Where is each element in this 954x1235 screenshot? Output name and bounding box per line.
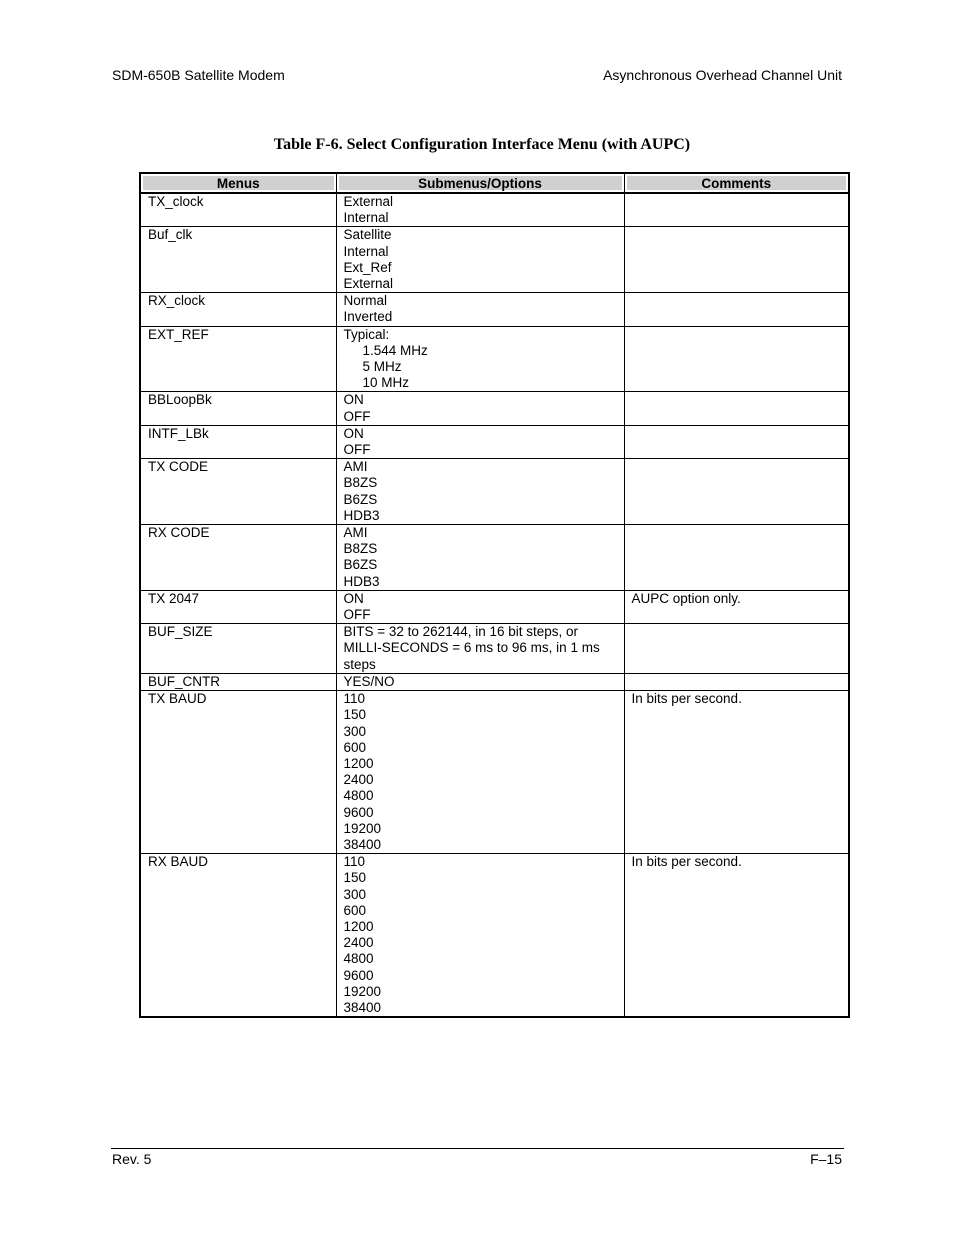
menu-cell: TX CODE: [140, 459, 336, 525]
option-item: Inverted: [343, 309, 393, 325]
option-item: YES/NO: [343, 673, 395, 689]
option-item: Satellite: [343, 227, 392, 243]
option-item: 1200: [343, 755, 374, 771]
options-cell: [336, 673, 624, 690]
options-cell: [336, 326, 624, 392]
option-item: AMI: [343, 525, 368, 541]
column-header-submenus: Submenus/Options: [336, 173, 624, 193]
footer-divider: [111, 1148, 844, 1149]
menu-cell: RX_clock: [140, 293, 336, 326]
comment-cell: AUPC option only.: [624, 590, 849, 623]
option-item: Internal: [343, 243, 389, 259]
options-cell: [336, 425, 624, 458]
option-item: BITS = 32 to 262144, in 16 bit steps, or MILLI-SECONDS = 6 ms to 96 ms, in 1 ms steps: [343, 624, 600, 672]
footer-revision: Rev. 5: [112, 1151, 152, 1167]
option-item: 150: [343, 870, 367, 886]
option-item: HDB3: [343, 507, 380, 523]
option-item: External: [343, 194, 394, 209]
comment-cell: [624, 624, 849, 674]
option-item: 300: [343, 723, 367, 739]
option-item: B6ZS: [343, 491, 378, 507]
table-row: [140, 525, 849, 591]
table-row: [140, 193, 849, 227]
option-item: 2400: [343, 935, 374, 951]
comment-cell: [624, 293, 849, 326]
table-row: [140, 590, 849, 623]
options-cell: [336, 624, 624, 674]
option-item: 150: [343, 707, 367, 723]
comment-cell: [624, 227, 849, 293]
comment-cell: [624, 459, 849, 525]
table-title: Table F-6. Select Configuration Interface Menu (with AUPC): [273, 136, 691, 153]
table-row: [140, 326, 849, 392]
options-cell: [336, 392, 624, 425]
option-item: 2400: [343, 772, 374, 788]
comment-cell: [624, 193, 849, 227]
option-item: 9600: [343, 804, 374, 820]
option-item: 600: [343, 902, 367, 918]
option-item: B8ZS: [343, 541, 378, 557]
option-item: B8ZS: [343, 475, 378, 491]
option-item: Internal: [343, 210, 389, 226]
table-row: [140, 624, 849, 674]
menu-cell: BUF_SIZE: [140, 624, 336, 674]
options-cell: [336, 525, 624, 591]
menu-cell: RX BAUD: [140, 854, 336, 1018]
table-row: [140, 425, 849, 458]
option-item: OFF: [343, 442, 371, 458]
footer-page-number: F–15: [810, 1151, 842, 1167]
option-item: 1200: [343, 918, 374, 934]
column-header-menus: Menus: [140, 173, 336, 193]
comment-cell: [624, 673, 849, 690]
option-item: ON: [343, 425, 364, 441]
option-item: 4800: [343, 788, 374, 804]
table-row: [140, 392, 849, 425]
table-body: [140, 193, 849, 1017]
option-item: 19200: [343, 983, 382, 999]
option-item: HDB3: [343, 573, 380, 589]
option-item: 9600: [343, 967, 374, 983]
option-item: 38400: [343, 836, 382, 852]
table-row: [140, 854, 849, 1018]
menu-cell: RX CODE: [140, 525, 336, 591]
options-cell: [336, 590, 624, 623]
table-row: [140, 459, 849, 525]
option-item: OFF: [343, 408, 371, 424]
option-item: 5 MHz: [362, 359, 402, 375]
option-item: 600: [343, 739, 367, 755]
option-item: External: [343, 276, 394, 292]
option-item: B6ZS: [343, 557, 378, 573]
option-item: 38400: [343, 999, 382, 1015]
comment-cell: In bits per second.: [624, 854, 849, 1018]
option-item: 1.544 MHz: [362, 342, 428, 358]
config-menu-table: [139, 172, 850, 1018]
menu-cell: TX_clock: [140, 193, 336, 227]
header-doc-title: SDM-650B Satellite Modem: [112, 67, 285, 83]
menu-cell: BBLoopBk: [140, 392, 336, 425]
option-item: Ext_Ref: [343, 259, 392, 275]
comment-cell: [624, 425, 849, 458]
menu-cell: BUF_CNTR: [140, 673, 336, 690]
option-item: AMI: [343, 459, 368, 475]
menu-cell: TX BAUD: [140, 691, 336, 854]
options-cell: [336, 691, 624, 854]
options-cell: [336, 227, 624, 293]
table-row: [140, 673, 849, 690]
option-item: OFF: [343, 607, 371, 623]
menu-cell: Buf_clk: [140, 227, 336, 293]
option-item: 110: [343, 854, 366, 870]
comment-cell: [624, 392, 849, 425]
menu-cell: EXT_REF: [140, 326, 336, 392]
options-cell: [336, 193, 624, 227]
table-row: [140, 293, 849, 326]
option-item: 110: [343, 691, 366, 707]
options-cell: [336, 854, 624, 1018]
menu-cell: TX 2047: [140, 590, 336, 623]
options-cell: [336, 293, 624, 326]
comment-cell: [624, 326, 849, 392]
option-item: 4800: [343, 951, 374, 967]
option-item: 10 MHz: [362, 375, 410, 391]
option-item: Normal: [343, 293, 388, 309]
table-header-row: [140, 173, 849, 193]
option-item: ON: [343, 590, 364, 606]
table-row: [140, 227, 849, 293]
column-header-comments: Comments: [624, 173, 849, 193]
header-section-title: Asynchronous Overhead Channel Unit: [603, 67, 842, 83]
option-item: Typical:: [343, 326, 390, 342]
option-item: ON: [343, 392, 364, 408]
option-item: 19200: [343, 820, 382, 836]
comment-cell: [624, 525, 849, 591]
comment-cell: In bits per second.: [624, 691, 849, 854]
options-cell: [336, 459, 624, 525]
menu-cell: INTF_LBk: [140, 425, 336, 458]
option-item: 300: [343, 886, 367, 902]
table-row: [140, 691, 849, 854]
